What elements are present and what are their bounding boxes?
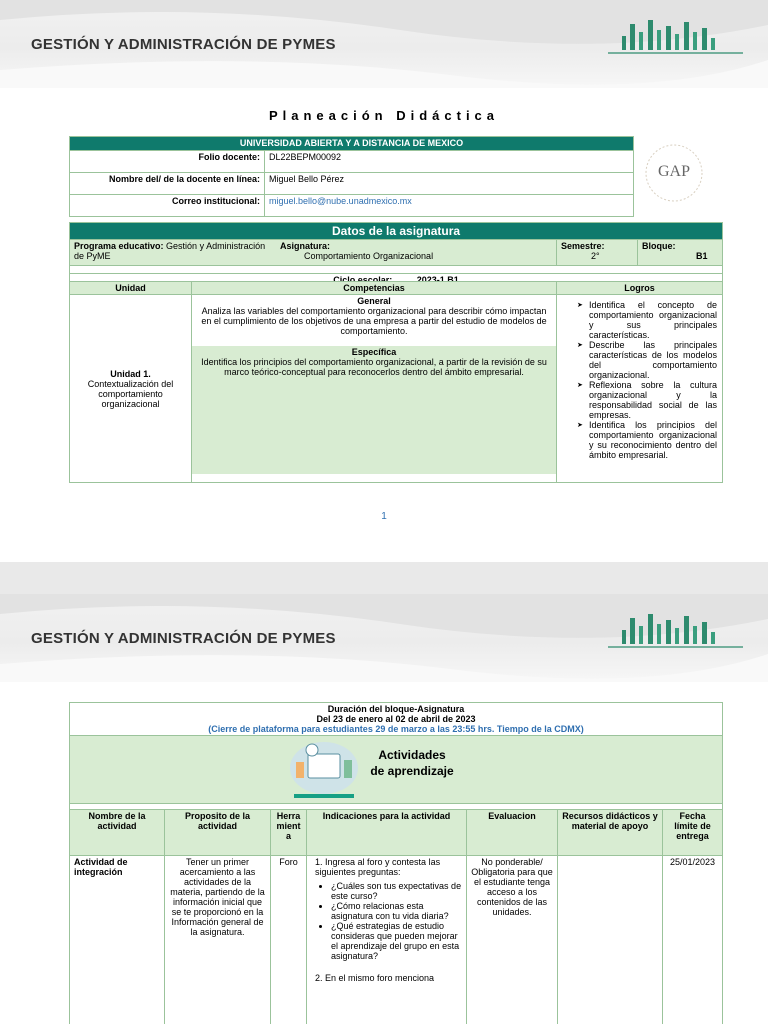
page-number: 1: [381, 511, 387, 522]
ciclo-label: Ciclo escolar:: [333, 275, 393, 285]
page-2: [0, 594, 768, 1024]
actividad-nombre: Actividad de integración: [70, 856, 165, 1024]
university-name: UNIVERSIDAD ABIERTA Y A DISTANCIA DE MEXICO: [70, 137, 634, 151]
col-logros: Logros: [557, 282, 723, 295]
folio-value: DL22BEPM00092: [265, 151, 634, 173]
duracion-dates: Del 23 de enero al 02 de abril de 2023: [316, 714, 476, 724]
logro-item: ➤ Identifica el concepto de comportamiento organizacional y sus principales características.: [589, 300, 717, 340]
actividad-fecha: 25/01/2023: [663, 856, 723, 1024]
ciclo-value: 2023-1 B1: [416, 275, 459, 285]
bloque-value: B1: [696, 251, 708, 261]
actividad-recursos: [558, 856, 663, 1024]
header-nombre: Nombre de la actividad: [70, 810, 165, 856]
header-recursos: Recursos didácticos y material de apoyo: [558, 810, 663, 856]
nombre-label: Nombre del/ de la docente en línea:: [70, 173, 265, 195]
learning-activities-icon: [288, 738, 360, 800]
competencias-table: [69, 281, 723, 483]
unidad-desc: Contextualización del comportamiento organizacional: [87, 378, 174, 409]
actividades-table: [69, 702, 723, 1024]
programa-label: Programa educativo:: [74, 241, 164, 251]
semestre-value: 2°: [591, 251, 600, 261]
page-header: [0, 594, 768, 682]
competencia-especifica: [192, 346, 556, 474]
competencias-cell: [192, 295, 557, 483]
pregunta-item: • ¿Cuáles son tus expectativas de este curso?: [331, 881, 462, 901]
actividades-title: Actividades de aprendizaje: [370, 748, 454, 778]
datos-title: Datos de la asignatura: [70, 223, 723, 240]
actividad-indicaciones: [307, 856, 467, 1024]
logros-list: [577, 300, 717, 460]
semestre-label: Semestre:: [561, 241, 605, 251]
asignatura-table: [69, 222, 723, 287]
indicaciones-2: 2. En el mismo foro menciona: [315, 973, 435, 983]
programa-value: Gestión y Administración de PyME: [74, 241, 266, 261]
unidad-title: Unidad 1.: [110, 368, 151, 379]
semestre-cell: [557, 240, 638, 266]
asignatura-label: Asignatura:: [280, 241, 331, 251]
preguntas-list: [315, 881, 462, 961]
col-unidad: Unidad: [70, 282, 192, 295]
especifica-text: Identifica los principios del comportamiento organizacional, a partir de la revisión de su marco teórico-conceptual para reconocerlos dentro del ámbito empresarial.: [201, 357, 547, 377]
general-title: General: [357, 296, 391, 306]
header-fecha: Fecha límite de entrega: [663, 810, 723, 856]
actividades-banner: [70, 736, 723, 804]
header-herramienta: Herramienta: [271, 810, 307, 856]
programa-cell: [70, 240, 276, 262]
bloque-cell: [638, 240, 723, 266]
table-row: [70, 856, 723, 1024]
pregunta-item: • ¿Cómo relacionas esta asignatura con tu vida diaria?: [331, 901, 462, 921]
logro-item: ➤ Describe las principales características de los modelos del comportamiento organizacional.: [589, 340, 717, 380]
header-indicaciones: Indicaciones para la actividad: [307, 810, 467, 856]
folio-label: Folio docente:: [70, 151, 265, 173]
header-title: GESTIÓN Y ADMINISTRACIÓN DE PYMES: [31, 36, 336, 53]
page-header: [0, 0, 768, 88]
buildings-logo-icon: [608, 14, 743, 58]
header-title: GESTIÓN Y ADMINISTRACIÓN DE PYMES: [31, 630, 336, 647]
col-competencias: Competencias: [192, 282, 557, 295]
bloque-label: Bloque:: [642, 241, 676, 251]
pregunta-item: • ¿Qué estrategias de estudio consideras que pueden mejorar el aprendizaje del grupo en esta asignatura?: [331, 921, 462, 961]
gap-logo-text: GAP: [657, 163, 691, 180]
header-proposito: Proposito de la actividad: [165, 810, 271, 856]
correo-link[interactable]: miguel.bello@nube.unadmexico.mx: [265, 195, 634, 217]
unidad-cell: [70, 295, 192, 483]
gap-logo-icon: [638, 138, 710, 208]
competencia-general: [192, 295, 556, 346]
especifica-title: Específica: [351, 347, 397, 357]
correo-label: Correo institucional:: [70, 195, 265, 217]
actividad-herramienta: Foro: [271, 856, 307, 1024]
header-evaluacion: Evaluacion: [467, 810, 558, 856]
general-text: Analiza las variables del comportamiento organizacional para describir cómo impactan en el cumplimiento de los objetivos de una empresa a partir del estudio de modelos de comportamiento.: [201, 306, 547, 336]
cierre-plataforma: (Cierre de plataforma para estudiantes 29 de marzo a las 23:55 hrs. Tiempo de la CDMX): [208, 724, 584, 734]
actividad-proposito: Tener un primer acercamiento a las actividades de la materia, partiendo de la información inicial que se te proporcionó en la Información general de la asignatura.: [165, 856, 271, 1024]
buildings-logo-icon: [608, 608, 743, 652]
logros-cell: [557, 295, 723, 483]
document-title: Planeación Didáctica: [268, 108, 500, 123]
logro-item: ➤ Identifica los principios del comportamiento organizacional y su reconocimiento dentro del ámbito empresarial.: [589, 420, 717, 460]
asignatura-value: Comportamiento Organizacional: [304, 251, 434, 261]
duracion-cell: [70, 703, 723, 736]
logro-item: ➤ Reflexiona sobre la cultura organizacional y la responsabilidad social de las empresas.: [589, 380, 717, 420]
indicaciones-intro: 1. Ingresa al foro y contesta las siguientes preguntas:: [315, 857, 441, 877]
nombre-value: Miguel Bello Pérez: [265, 173, 634, 195]
actividad-evaluacion: No ponderable/ Obligatoria para que el estudiante tenga acceso a los contenidos de las unidades.: [467, 856, 558, 1024]
asignatura-cell: [276, 240, 556, 262]
duracion-title: Duración del bloque-Asignatura: [327, 704, 465, 714]
docente-table: [69, 136, 634, 217]
